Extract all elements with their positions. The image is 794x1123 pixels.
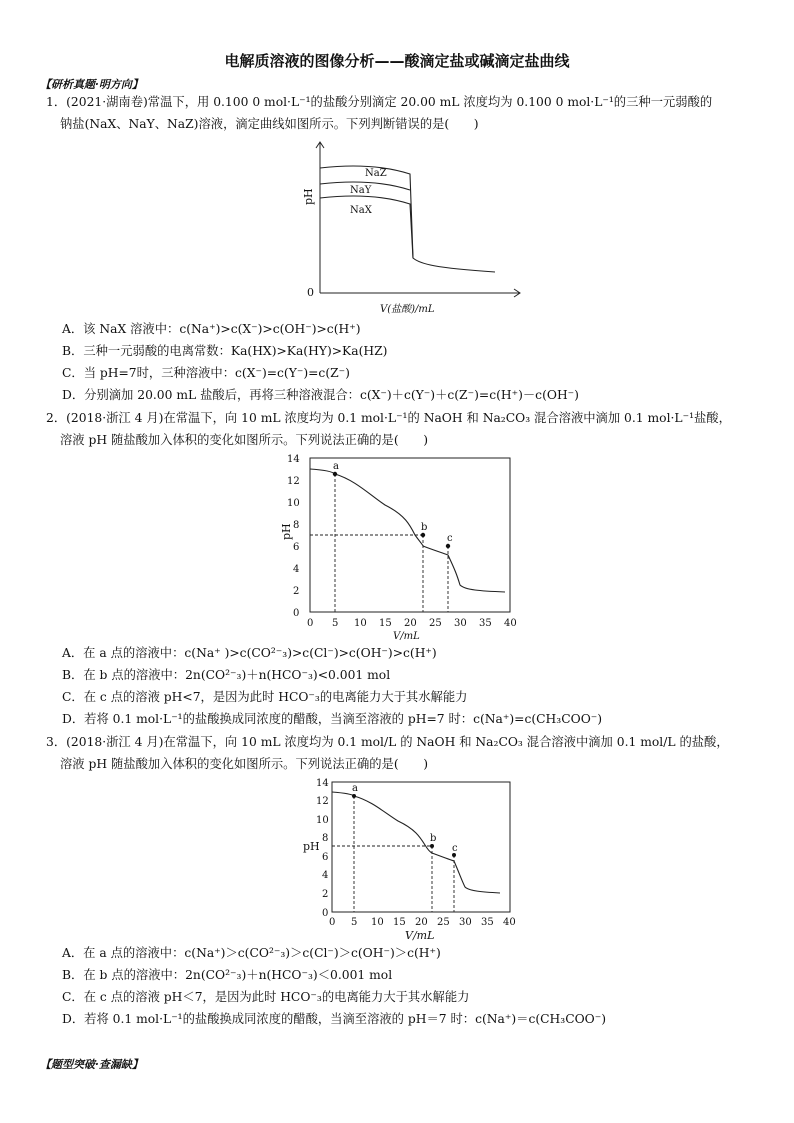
q3-xtick: 40 bbox=[503, 917, 516, 928]
q1-xlabel: V(盐酸)/mL bbox=[380, 304, 435, 315]
q1-option-a: A．该 NaX 溶液中：c(Na⁺)>c(X⁻)>c(OH⁻)>c(H⁺) bbox=[62, 322, 361, 336]
q2-ytick: 6 bbox=[293, 542, 300, 553]
q3-ytick: 14 bbox=[316, 778, 329, 789]
q2-ylabel: pH bbox=[280, 523, 293, 540]
q2-xtick: 25 bbox=[429, 618, 442, 629]
q1-option-d: D．分别滴加 20.00 mL 盐酸后，再将三种溶液混合：c(X⁻)＋c(Y⁻)＋c(Z⁻)=c(H⁺)－c(OH⁻) bbox=[62, 388, 579, 402]
q2-chart bbox=[275, 450, 525, 642]
q3-xtick: 15 bbox=[393, 917, 406, 928]
q1-origin: 0 bbox=[307, 286, 314, 299]
q3-xlabel: V/mL bbox=[405, 929, 435, 942]
section-tag-practice: 【题型突破·查漏缺】 bbox=[40, 1058, 143, 1071]
q3-ytick: 6 bbox=[322, 852, 329, 863]
q1-ylabel: pH bbox=[302, 188, 315, 205]
q2-stem-line1: 2．(2018·浙江 4 月)在常温下，向 10 mL 浓度均为 0.1 mol·L⁻¹的 NaOH 和 Na₂CO₃ 混合溶液中滴加 0.1 mol·L⁻¹盐酸， bbox=[46, 411, 731, 425]
q3-xtick: 30 bbox=[459, 917, 472, 928]
q2-point-b-label: b bbox=[421, 522, 428, 533]
q1-chart bbox=[295, 138, 535, 318]
q2-point-c bbox=[446, 544, 450, 548]
q2-option-b: B．在 b 点的溶液中：2n(CO²⁻₃)＋n(HCO⁻₃)<0.001 mol bbox=[62, 668, 391, 682]
q3-point-a-label: a bbox=[352, 783, 358, 794]
q1-stem-line2: 钠盐(NaX、NaY、NaZ)溶液，滴定曲线如图所示。下列判断错误的是( ) bbox=[60, 117, 479, 131]
q3-point-b-label: b bbox=[430, 833, 437, 844]
q3-ytick: 10 bbox=[316, 815, 329, 826]
q2-xtick: 35 bbox=[479, 618, 492, 629]
q2-option-d: D．若将 0.1 mol·L⁻¹的盐酸换成同浓度的醋酸，当滴至溶液的 pH=7 时：c(Na⁺)=c(CH₃COO⁻) bbox=[62, 712, 603, 726]
q2-option-c: C．在 c 点的溶液 pH<7，是因为此时 HCO⁻₃的电离能力大于其水解能力 bbox=[62, 690, 468, 704]
q3-point-a bbox=[352, 794, 356, 798]
q3-plot-frame bbox=[332, 782, 510, 912]
q2-ytick: 4 bbox=[293, 564, 300, 575]
q2-xtick: 40 bbox=[504, 618, 517, 629]
q2-point-a-label: a bbox=[333, 461, 339, 472]
q3-xtick: 5 bbox=[351, 917, 358, 928]
q2-xtick: 30 bbox=[454, 618, 467, 629]
q2-titration-curve bbox=[310, 469, 505, 592]
q3-xtick: 0 bbox=[329, 917, 336, 928]
q2-ytick: 8 bbox=[293, 520, 300, 531]
q2-xlabel: V/mL bbox=[393, 631, 420, 642]
q3-option-c: C．在 c 点的溶液 pH＜7，是因为此时 HCO⁻₃的电离能力大于其水解能力 bbox=[62, 990, 470, 1004]
q1-label-naz: NaZ bbox=[365, 168, 387, 179]
section-tag-study: 【研析真题·明方向】 bbox=[40, 78, 143, 91]
q2-ytick: 10 bbox=[287, 498, 300, 509]
q3-option-a: A．在 a 点的溶液中：c(Na⁺)＞c(CO²⁻₃)＞c(Cl⁻)＞c(OH⁻)＞c(H⁺) bbox=[62, 946, 441, 960]
q3-point-c-label: c bbox=[452, 843, 458, 854]
q2-point-a bbox=[333, 472, 337, 476]
page-title: 电解质溶液的图像分析——酸滴定盐或碱滴定盐曲线 bbox=[224, 52, 570, 70]
q3-xtick: 25 bbox=[437, 917, 450, 928]
q3-ytick: 0 bbox=[322, 908, 329, 919]
q3-xtick: 20 bbox=[415, 917, 428, 928]
q3-xticks bbox=[329, 917, 516, 928]
q2-option-a: A．在 a 点的溶液中：c(Na⁺ )>c(CO²⁻₃)>c(Cl⁻)>c(OH⁻)>c(H⁺) bbox=[62, 646, 437, 660]
q2-xtick: 0 bbox=[307, 618, 314, 629]
q3-chart bbox=[300, 775, 525, 945]
q3-stem-line1: 3．(2018·浙江 4 月)在常温下，向 10 mL 浓度均为 0.1 mol/L 的 NaOH 和 Na₂CO₃ 混合溶液中滴加 0.1 mol/L 的盐酸， bbox=[46, 735, 729, 749]
q1-label-nay: NaY bbox=[350, 185, 372, 196]
q2-xtick: 5 bbox=[332, 618, 339, 629]
q2-xtick: 10 bbox=[354, 618, 367, 629]
q2-xtick: 20 bbox=[404, 618, 417, 629]
q1-option-c: C．当 pH=7时，三种溶液中：c(X⁻)=c(Y⁻)=c(Z⁻) bbox=[62, 366, 350, 380]
q3-xtick: 10 bbox=[371, 917, 384, 928]
q2-point-c-label: c bbox=[447, 533, 453, 544]
q3-stem-line2: 溶液 pH 随盐酸加入体积的变化如图所示。下列说法正确的是( ) bbox=[60, 757, 429, 771]
q1-option-b: B．三种一元弱酸的电离常数：Ka(HX)>Ka(HY)>Ka(HZ) bbox=[62, 344, 388, 358]
q2-ytick: 12 bbox=[287, 476, 300, 487]
q2-ytick: 0 bbox=[293, 608, 300, 619]
q3-ytick: 4 bbox=[322, 870, 329, 881]
q2-point-b bbox=[421, 533, 425, 537]
q2-xtick: 15 bbox=[379, 618, 392, 629]
q3-option-b: B．在 b 点的溶液中：2n(CO²⁻₃)＋n(HCO⁻₃)＜0.001 mol bbox=[62, 968, 393, 982]
q3-ytick: 12 bbox=[316, 796, 329, 807]
q3-ytick: 2 bbox=[322, 889, 329, 900]
q3-ytick: 8 bbox=[322, 833, 329, 844]
q1-label-nax: NaX bbox=[350, 205, 372, 216]
q3-option-d: D．若将 0.1 mol·L⁻¹的盐酸换成同浓度的醋酸，当滴至溶液的 pH＝7 时：c(Na⁺)＝c(CH₃COO⁻) bbox=[62, 1012, 607, 1026]
q2-ytick: 14 bbox=[287, 454, 300, 465]
q3-ylabel: pH bbox=[303, 840, 320, 853]
q2-ytick: 2 bbox=[293, 586, 300, 597]
q3-point-b bbox=[430, 844, 434, 848]
q1-stem-line1: 1．(2021·湖南卷)常温下，用 0.100 0 mol·L⁻¹的盐酸分别滴定 20.00 mL 浓度均为 0.100 0 mol·L⁻¹的三种一元弱酸的 bbox=[46, 95, 713, 109]
q3-xtick: 35 bbox=[481, 917, 494, 928]
q2-xticks bbox=[307, 618, 517, 629]
q3-titration-curve bbox=[332, 792, 500, 893]
q2-stem-line2: 溶液 pH 随盐酸加入体积的变化如图所示。下列说法正确的是( ) bbox=[60, 433, 429, 447]
